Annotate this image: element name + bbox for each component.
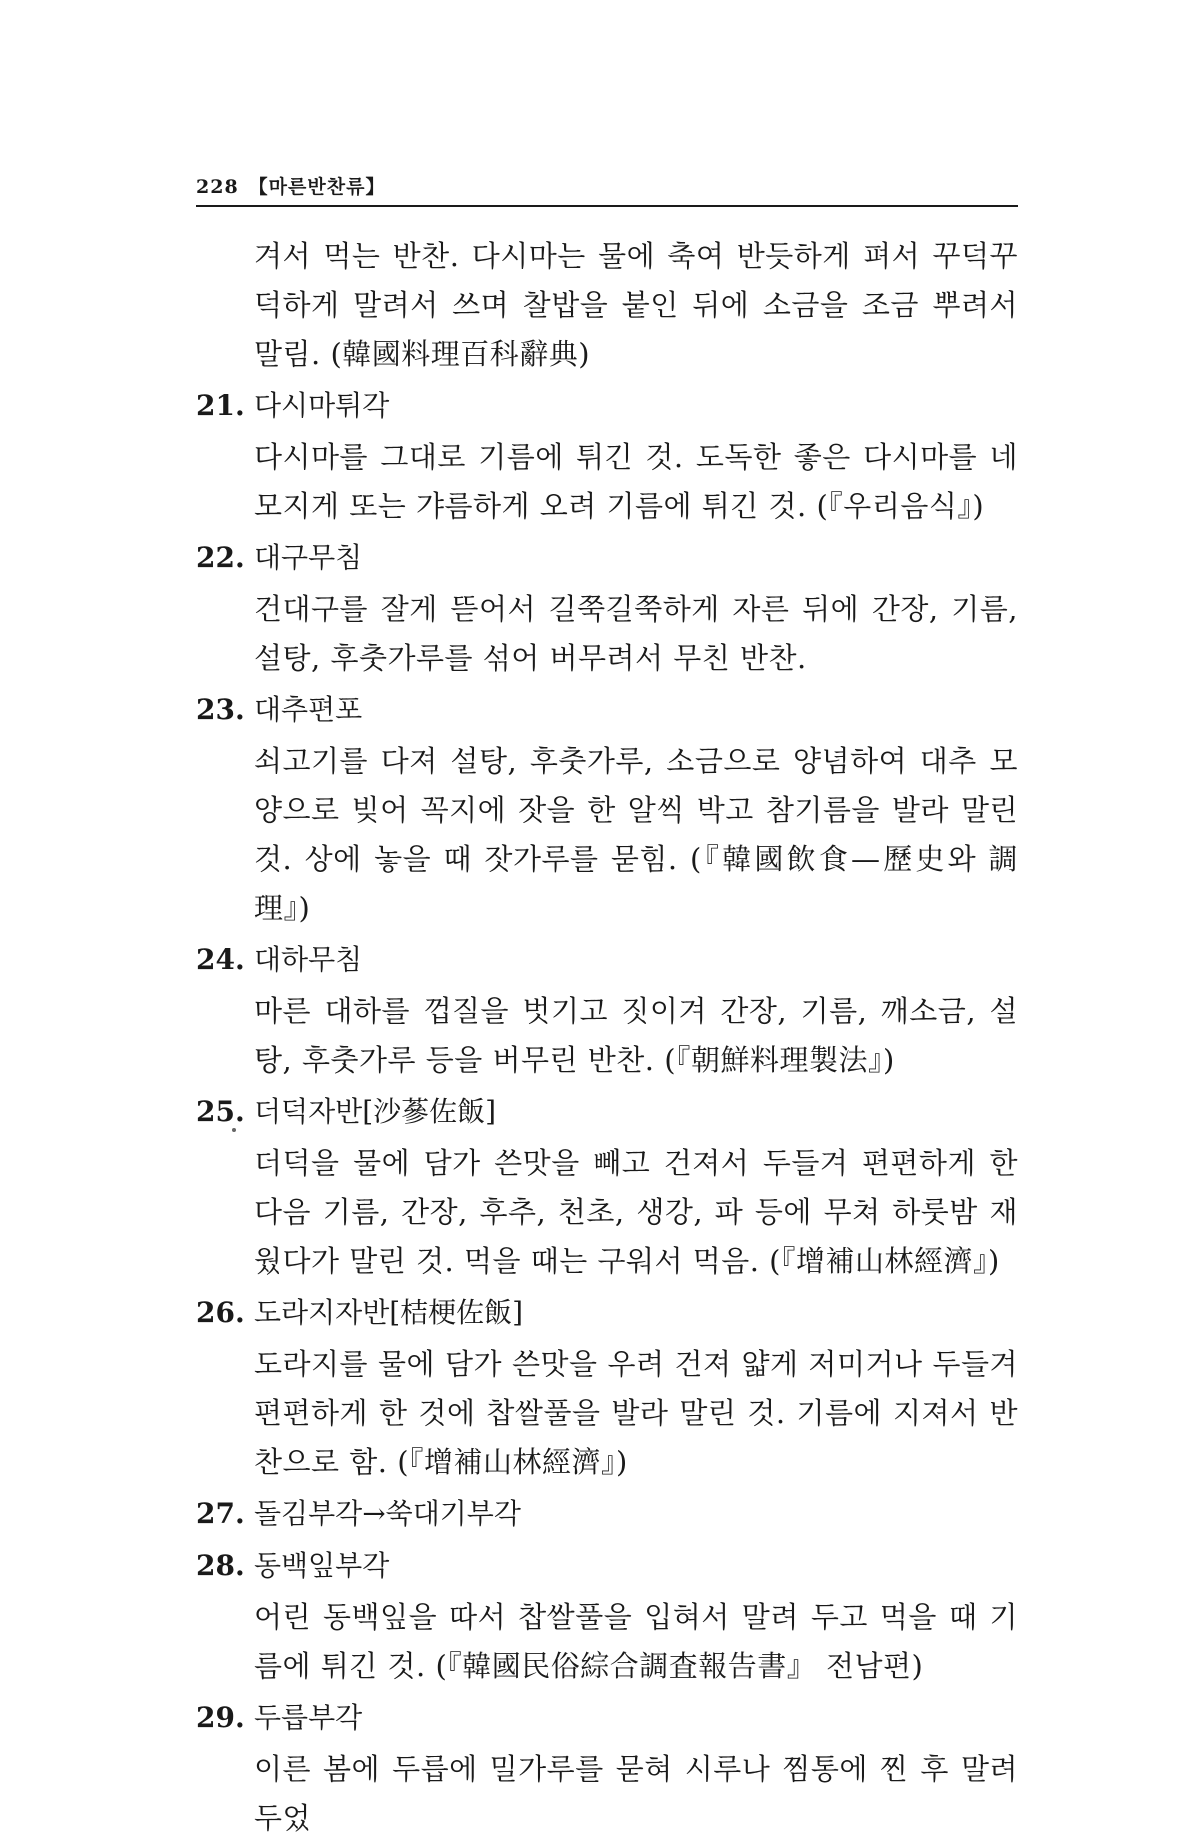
entry-description: 더덕을 물에 담가 쓴맛을 빼고 건져서 두들겨 편편하게 한 다음 기름, 간장, 후추, 천초, 생강, 파 등에 무쳐 하룻밤 재웠다가 말린 것. 먹을 때는 구워서 먹음. (『增補山林經濟』) <box>254 1146 1018 1278</box>
body-text <box>196 232 1018 1843</box>
page-number: 228 <box>196 176 239 198</box>
running-head <box>196 172 385 199</box>
entry-heading <box>196 533 1018 583</box>
section-title: 【마른반찬류】 <box>248 176 386 198</box>
header-rule <box>196 205 1018 207</box>
entry-title: 다시마튀각 <box>254 389 390 422</box>
entry-title: 대구무침 <box>254 541 363 574</box>
entry-heading <box>196 685 1018 735</box>
entry-number: 25. <box>196 1095 245 1128</box>
entry-heading <box>196 381 1018 431</box>
entry-description: 건대구를 잘게 뜯어서 길쭉길쭉하게 자른 뒤에 간장, 기름, 설탕, 후춧가루를 섞어 버무려서 무친 반찬. <box>254 592 1018 675</box>
entry-title: 대하무침 <box>254 943 363 976</box>
entry-heading <box>196 1489 1018 1539</box>
entry-heading <box>196 1087 1018 1137</box>
entry-number: 24. <box>196 943 245 976</box>
entry-number: 23. <box>196 693 245 726</box>
entry-title: 더덕자반[沙蔘佐飯] <box>254 1095 497 1128</box>
entry-number: 22. <box>196 541 245 574</box>
intro-paragraph: 겨서 먹는 반찬. 다시마는 물에 축여 반듯하게 펴서 꾸덕꾸덕하게 말려서 쓰며 찰밥을 붙인 뒤에 소금을 조금 뿌려서 말림. (韓國料理百科辭典) <box>254 239 1018 371</box>
print-speck <box>232 1128 236 1132</box>
entry-description: 어린 동백잎을 따서 찹쌀풀을 입혀서 말려 두고 먹을 때 기름에 튀긴 것. (『韓國民俗綜合調査報告書』 전남편) <box>254 1600 1018 1683</box>
entry-number: 28. <box>196 1549 245 1582</box>
entry-title: 대추편포 <box>254 693 363 726</box>
entry-description: 도라지를 물에 담가 쓴맛을 우려 건져 얇게 저미거나 두들겨 편편하게 한 것에 찹쌀풀을 발라 말린 것. 기름에 지져서 반찬으로 함. (『增補山林經濟』) <box>254 1347 1018 1479</box>
entry-heading <box>196 935 1018 985</box>
entry-description: 다시마를 그대로 기름에 튀긴 것. 도독한 좋은 다시마를 네모지게 또는 갸름하게 오려 기름에 튀긴 것. (『우리음식』) <box>254 440 1018 523</box>
entry-number: 21. <box>196 389 245 422</box>
entry-title: 도라지자반[桔梗佐飯] <box>254 1296 524 1329</box>
entry-title: 돌김부각→쑥대기부각 <box>254 1497 521 1530</box>
entry-description: 마른 대하를 껍질을 벗기고 짓이겨 간장, 기름, 깨소금, 설탕, 후춧가루 등을 버무린 반찬. (『朝鮮料理製法』) <box>254 994 1018 1077</box>
entry-description: 이른 봄에 두릅에 밀가루를 묻혀 시루나 찜통에 찐 후 말려 두었 <box>254 1752 1018 1835</box>
entry-heading <box>196 1693 1018 1743</box>
entry-heading <box>196 1541 1018 1591</box>
entry-title: 동백잎부각 <box>254 1549 390 1582</box>
entry-title: 두릅부각 <box>254 1701 363 1734</box>
entry-number: 26. <box>196 1296 245 1329</box>
entry-number: 27. <box>196 1497 245 1530</box>
entry-description: 쇠고기를 다져 설탕, 후춧가루, 소금으로 양념하여 대추 모양으로 빚어 꼭지에 잣을 한 알씩 박고 참기름을 발라 말린 것. 상에 놓을 때 잣가루를 묻힘. (『韓國飲食—歷史와 調理』) <box>254 744 1018 925</box>
entry-number: 29. <box>196 1701 245 1734</box>
entry-heading <box>196 1288 1018 1338</box>
